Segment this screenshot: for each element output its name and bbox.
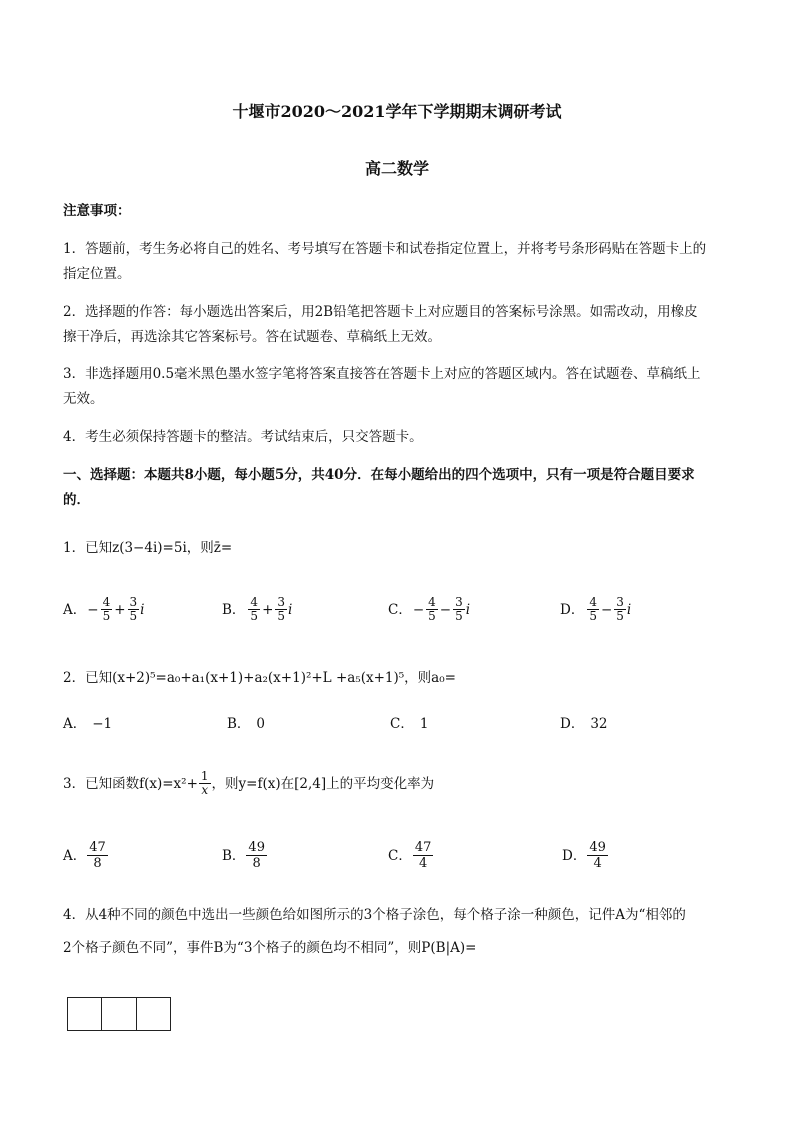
note-3-line-2: 无效。 [63,391,104,407]
question-1-option-d [560,596,631,623]
question-2-option-c [390,714,428,734]
option-sign: − [600,601,613,618]
fraction [101,596,113,623]
imaginary-unit: i [140,601,145,618]
option-label: A． [63,601,87,618]
question-3-option-d [562,840,609,871]
denominator: 4 [418,856,428,871]
note-2-line-2: 擦干净后，再选涂其它答案标号。答在试题卷、草稿纸上无效。 [63,329,441,345]
fraction [587,596,599,623]
imaginary-unit: i [465,601,471,618]
denominator: 5 [277,609,286,623]
fraction [87,840,108,871]
numerator: 3 [129,595,138,609]
exam-subtitle: 高二数学 [364,159,429,178]
fraction [413,840,434,871]
imaginary-unit: i [626,601,632,618]
question-2-option-b [227,714,265,734]
numerator: 49 [589,840,606,855]
denominator: 5 [455,609,463,623]
numerator: 4 [428,595,436,609]
question-1-option-a [63,596,144,623]
numerator: 47 [414,840,432,855]
option-sign: + [114,601,126,618]
question-3-stem [63,770,434,797]
option-value: 1 [419,716,429,732]
option-label: B． [227,716,251,732]
numerator: 3 [455,595,463,609]
option-sign: − [439,601,452,618]
denominator: 5 [616,609,624,623]
denominator: 4 [593,856,602,871]
imaginary-unit: i [288,601,293,618]
numerator: 4 [250,595,259,609]
fraction [248,596,260,623]
option-label: D． [560,601,585,618]
note-2-line-1: 2．选择题的作答：每小题选出答案后，用2B铅笔把答题卡上对应题目的答案标号涂黑。如需改动，用橡皮 [63,304,698,320]
question-2-option-a [63,714,112,734]
numerator: 47 [89,840,106,855]
denominator: 5 [428,609,436,623]
numerator: 3 [616,595,624,609]
question-4-stem-line-1: 4．从4种不同的颜色中选出一些颜色给如图所示的3个格子涂色，每个格子涂一种颜色，记件A为“相邻的 [63,907,686,923]
denominator: 5 [129,609,138,623]
option-label: B． [222,847,246,864]
exam-title: 十堰市2020～2021学年下学期期末调研考试 [232,102,562,121]
question-2-option-d [560,714,608,734]
denominator: 5 [102,609,111,623]
numerator: 49 [248,840,265,855]
option-label: D． [560,716,585,732]
fraction [453,596,465,623]
numerator: 4 [102,595,111,609]
fraction [614,596,626,623]
question-2-stem: 2．已知(x+2)⁵=a₀+a₁(x+1)+a₂(x+1)²+L +a₅(x+1)⁵，则a₀= [63,670,456,686]
denominator: 8 [252,856,261,871]
question-3-stem-part-2: ，则y=f(x)在[2,4]上的平均变化率为 [211,775,435,792]
option-label: B． [222,601,246,618]
fraction [426,596,438,623]
option-sign: − [412,601,425,618]
grid-cell-1 [68,998,102,1030]
fraction [587,840,608,871]
numerator: 3 [277,595,286,609]
question-1-stem: 1．已知z(3−4i)=5i，则z̄= [63,540,233,556]
option-label: C． [388,601,412,618]
question-3-option-c [388,840,434,871]
option-label: C． [390,716,414,732]
option-value: −1 [92,716,113,732]
question-4-stem-line-2: 2个格子颜色不同”，事件B为“3个格子的颜色均不相同”，则P(B|A)= [63,940,477,956]
fraction [199,770,211,797]
note-3-line-1: 3．非选择题用0.5毫米黑色墨水签字笔将答案直接答在答题卡上对应的答题区域内。答在试题卷、草稿纸上 [63,366,701,382]
question-3-stem-part-1: 3．已知函数f(x)=x²+ [63,775,198,792]
note-4-line-1: 4．考生必须保持答题卡的整洁。考试结束后，只交答题卡。 [63,429,423,445]
option-sign: + [262,601,274,618]
denominator: 5 [589,609,597,623]
question-3-option-b [222,840,268,871]
denominator: 5 [250,609,259,623]
option-label: D． [562,847,587,864]
denominator: 8 [93,856,102,871]
option-sign: − [87,601,99,618]
fraction [275,596,287,623]
fraction [128,596,140,623]
section-heading-line-2: 的． [63,492,90,508]
grid-cell-3 [137,998,170,1030]
option-label: C． [388,847,412,864]
option-label: A． [63,847,87,864]
numerator: 1 [200,769,209,783]
numerator: 4 [589,595,597,609]
question-1-option-c [388,596,470,623]
option-value: 32 [590,716,608,732]
note-1-line-1: 1．答题前，考生务必将自己的姓名、考号填写在答题卡和试卷指定位置上，并将考号条形码贴在答题卡上的 [63,241,707,257]
section-heading-line-1: 一、选择题：本题共8小题，每小题5分，共40分．在每小题给出的四个选项中，只有一项是符合题目要求 [63,467,695,483]
option-value: 0 [256,716,266,732]
note-1-line-2: 指定位置。 [63,266,131,282]
question-1-option-b [222,596,292,623]
denominator: x [201,783,209,797]
fraction [246,840,267,871]
option-label: A． [63,716,87,732]
grid-cell-2 [102,998,136,1030]
three-cell-grid-figure [67,997,171,1031]
question-3-option-a [63,840,109,871]
notes-heading: 注意事项： [63,203,131,219]
